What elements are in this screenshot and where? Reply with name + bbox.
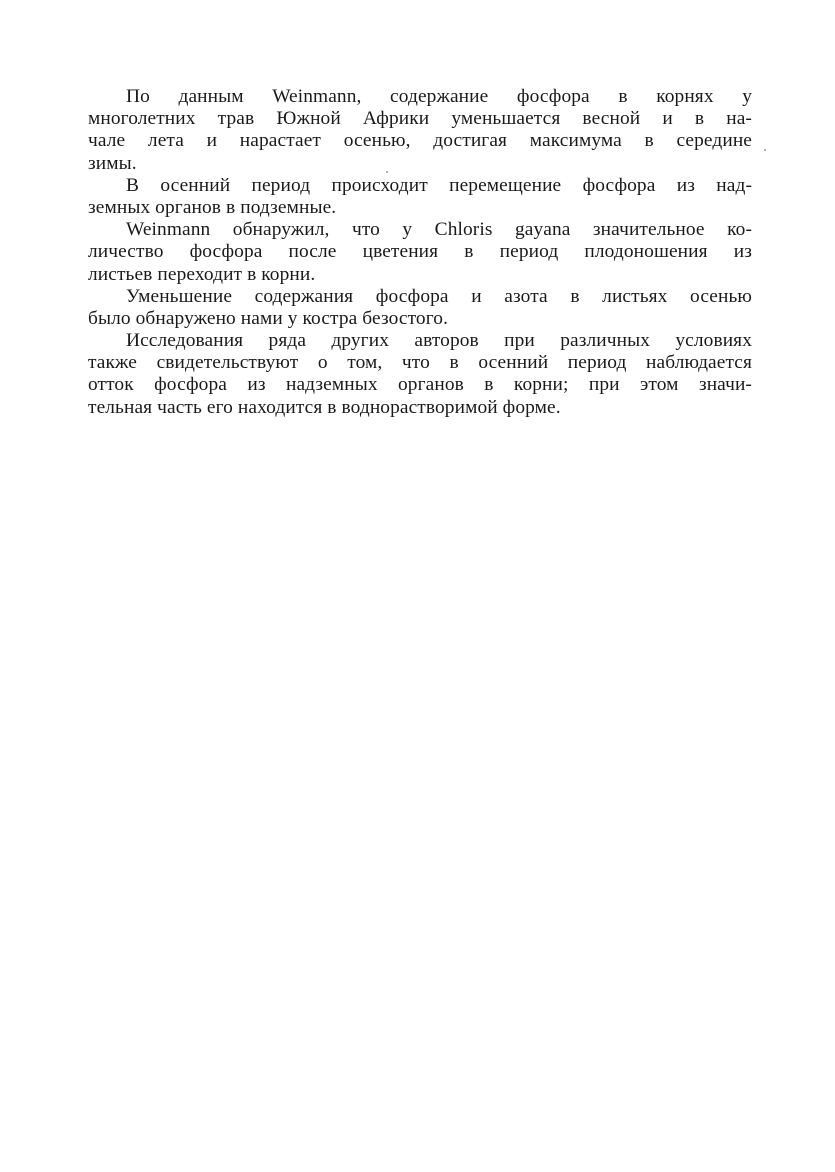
paragraph-5-line-3: отток фосфора из надземных органов в корни; при этом значи- (88, 374, 752, 396)
paragraph-5-line-1: Исследования ряда других авторов при различных условиях (126, 330, 752, 352)
body-text (88, 86, 752, 419)
paragraph-3-line-1: Weinmann обнаружил, что у Chloris gayana значительное ко- (126, 219, 752, 241)
paragraph-1-line-1: По данным Weinmann, содержание фосфора в корнях у (126, 86, 752, 107)
paragraph-2-line-1: В осенний период происходит перемещение фосфора из над- (126, 174, 752, 196)
paragraph-3-line-2: личество фосфора после цветения в период плодоношения из (88, 241, 752, 263)
paragraph-1-line-2: многолетних трав Южной Африки уменьшается весной и в на- (88, 108, 752, 130)
paragraph-5-line-2: также свидетельствуют о том, что в осенний период наблюдается (88, 352, 752, 374)
paragraph-1-line-3: чале лета и нарастает осенью, достигая максимума в середине (88, 130, 752, 152)
paragraph-1-line-4: зимы. (88, 152, 137, 174)
scan-speck (386, 171, 388, 173)
paragraph-4-line-2: было обнаружено нами у костра безостого. (88, 307, 449, 329)
paragraph-2-line-2: земных органов в подземные. (88, 196, 337, 218)
scan-speck (764, 149, 766, 151)
paragraph-3-line-3: листьев переходит в корни. (88, 263, 316, 285)
paragraph-5-line-4: тельная часть его находится в воднорастворимой форме. (88, 396, 561, 418)
paragraph-4-line-1: Уменьшение содержания фосфора и азота в листьях осенью (126, 285, 752, 307)
